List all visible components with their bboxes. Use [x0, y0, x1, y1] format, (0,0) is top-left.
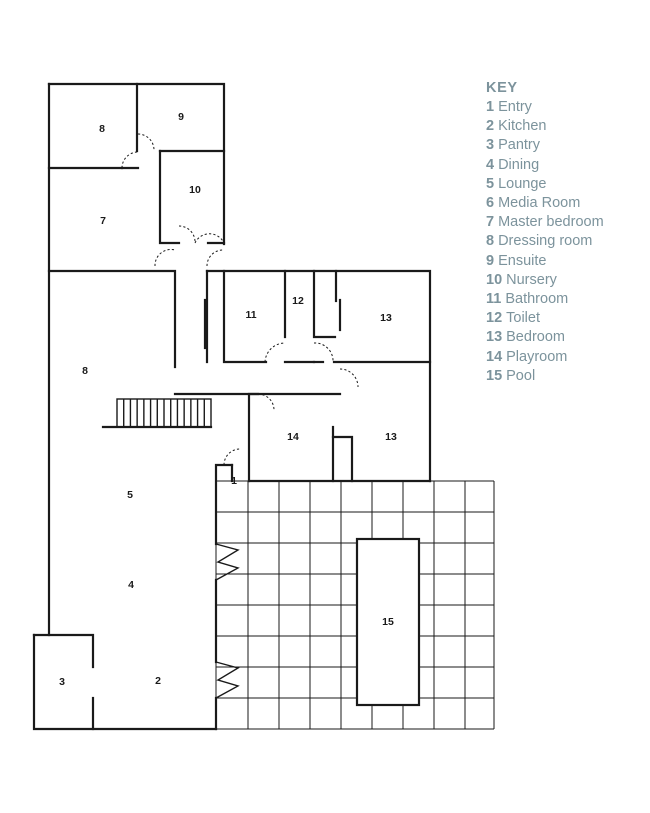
legend-item — [486, 175, 604, 194]
legend-item-label: Ensuite — [498, 252, 547, 269]
legend-item-number: 7 — [486, 214, 495, 231]
legend-item-number: 12 — [486, 310, 503, 327]
legend-item-label: Master bedroom — [498, 214, 604, 231]
legend-item-number: 4 — [486, 156, 495, 173]
legend-list — [486, 98, 604, 386]
label-bedroom-upper: 13 — [380, 312, 392, 324]
legend-item — [486, 290, 604, 309]
legend-item-number: 14 — [486, 348, 503, 365]
legend-item-number: 6 — [486, 195, 495, 212]
label-dressing-room: 8 — [99, 123, 105, 135]
legend-item-number: 5 — [486, 175, 495, 192]
legend-item-number: 1 — [486, 99, 495, 115]
label-pantry: 3 — [59, 676, 65, 688]
label-lounge: 5 — [127, 489, 133, 501]
legend-item-label: Bedroom — [506, 329, 565, 346]
folding-doors — [216, 544, 238, 698]
legend-title: KEY — [486, 80, 518, 96]
legend-item-label: Media Room — [498, 195, 581, 212]
legend-item — [486, 98, 604, 117]
legend-item-label: Kitchen — [498, 118, 547, 135]
legend-item-label: Pantry — [498, 137, 540, 154]
staircase — [117, 399, 211, 427]
legend-item-label: Entry — [498, 99, 532, 115]
legend-item-label: Dining — [498, 156, 540, 173]
legend-item-number: 15 — [486, 367, 503, 384]
legend-item-number: 2 — [486, 118, 495, 135]
legend-item-label: Nursery — [506, 271, 557, 288]
legend-item — [486, 194, 604, 213]
legend-item — [486, 348, 604, 367]
legend-item-number: 10 — [486, 271, 503, 288]
legend-item-number: 8 — [486, 233, 495, 250]
label-bathroom: 11 — [245, 309, 257, 321]
label-ensuite: 9 — [178, 111, 184, 123]
legend-item — [486, 252, 604, 271]
label-media-room: 8 — [82, 365, 88, 377]
label-bedroom-lower: 13 — [385, 431, 397, 443]
legend-item-number: 9 — [486, 252, 495, 269]
legend-item-label: Dressing room — [498, 233, 593, 250]
legend-item-number: 11 — [486, 291, 502, 308]
label-toilet: 12 — [292, 295, 304, 307]
legend-item — [486, 117, 604, 136]
legend-item-label: Pool — [506, 367, 536, 384]
pool-deck-grid — [216, 481, 494, 729]
legend-item — [486, 136, 604, 155]
legend-item — [486, 309, 604, 328]
legend-item — [486, 271, 604, 290]
label-nursery: 10 — [189, 184, 201, 196]
legend-item-number: 13 — [486, 329, 503, 346]
legend-item — [486, 367, 604, 386]
legend-item — [486, 156, 604, 175]
label-pool: 15 — [382, 616, 394, 628]
legend-item — [486, 328, 604, 347]
legend — [486, 79, 604, 386]
label-master-bedroom: 7 — [100, 215, 106, 227]
legend-item — [486, 232, 604, 251]
label-dining: 4 — [128, 579, 134, 591]
label-kitchen: 2 — [155, 675, 161, 687]
legend-item-label: Playroom — [506, 348, 568, 365]
legend-item-label: Bathroom — [505, 291, 569, 308]
legend-item-label: Lounge — [498, 175, 547, 192]
label-entry: 1 — [231, 475, 237, 487]
legend-item-number: 3 — [486, 137, 495, 154]
label-playroom: 14 — [287, 431, 299, 443]
legend-item-label: Toilet — [506, 310, 540, 327]
legend-item — [486, 213, 604, 232]
